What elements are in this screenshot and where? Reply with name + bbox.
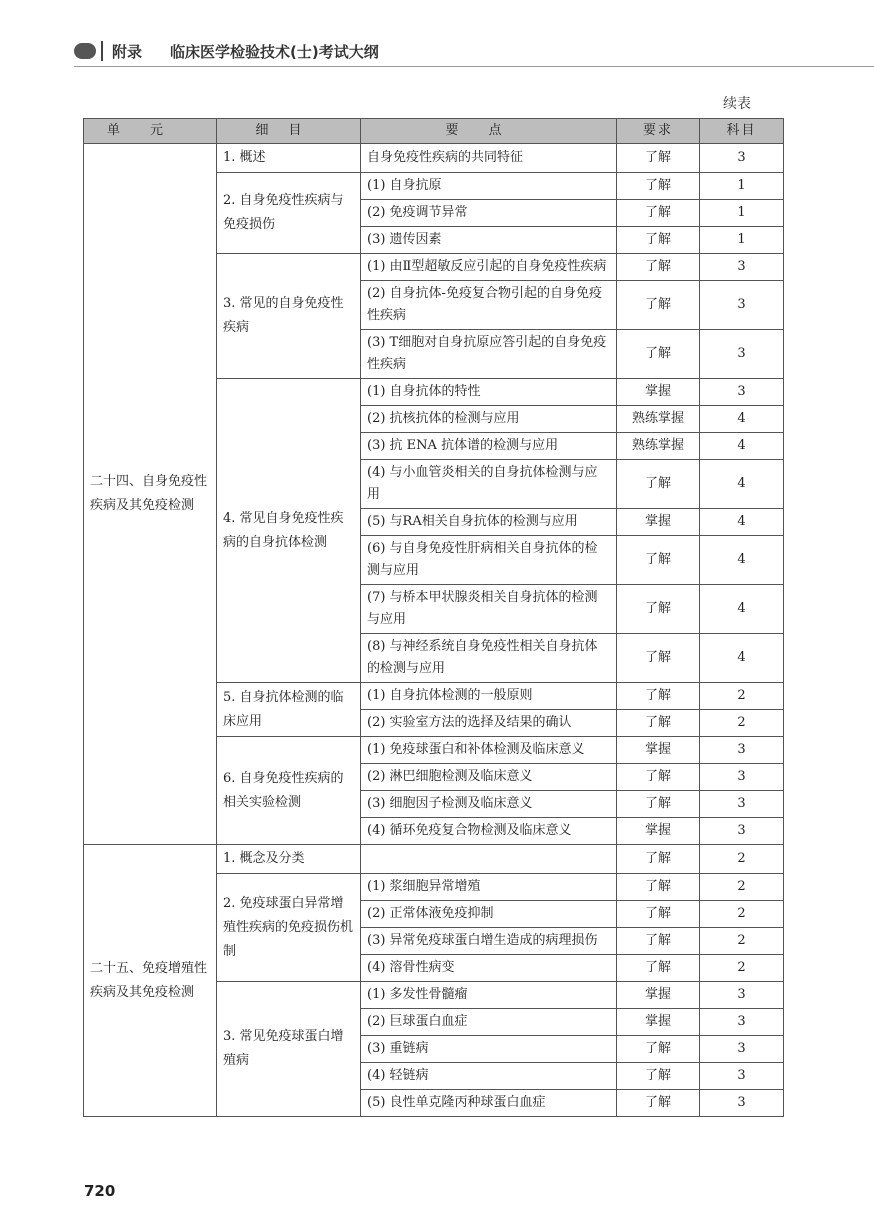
requirement-cell: 了解 <box>617 227 700 254</box>
point-cell: (5) 良性单克隆丙种球蛋白血症 <box>361 1090 617 1117</box>
table-body <box>84 144 784 1117</box>
detail-cell: 1. 概述 <box>217 144 361 173</box>
header-title: 临床医学检验技术(士)考试大纲 <box>170 43 379 61</box>
subject-cell: 4 <box>700 634 784 683</box>
requirement-cell: 熟练掌握 <box>617 406 700 433</box>
point-cell: (1) 由Ⅱ型超敏反应引起的自身免疫性疾病 <box>361 254 617 281</box>
subject-cell: 4 <box>700 433 784 460</box>
subject-cell: 4 <box>700 585 784 634</box>
subject-cell: 3 <box>700 1036 784 1063</box>
point-cell: (2) 正常体液免疫抑制 <box>361 901 617 928</box>
point-cell: (7) 与桥本甲状腺炎相关自身抗体的检测与应用 <box>361 585 617 634</box>
point-cell: (4) 与小血管炎相关的自身抗体检测与应用 <box>361 460 617 509</box>
point-cell: (1) 自身抗体的特性 <box>361 379 617 406</box>
syllabus-table <box>83 118 784 1117</box>
requirement-cell: 熟练掌握 <box>617 433 700 460</box>
point-cell: (2) 淋巴细胞检测及临床意义 <box>361 764 617 791</box>
detail-cell: 6. 自身免疫性疾病的相关实验检测 <box>217 737 361 845</box>
subject-cell: 2 <box>700 901 784 928</box>
point-cell: (3) T细胞对自身抗原应答引起的自身免疫性疾病 <box>361 330 617 379</box>
requirement-cell: 了解 <box>617 144 700 173</box>
point-cell: (1) 多发性骨髓瘤 <box>361 982 617 1009</box>
point-cell: (4) 溶骨性病变 <box>361 955 617 982</box>
point-cell: (1) 自身抗体检测的一般原则 <box>361 683 617 710</box>
header-divider <box>101 41 103 61</box>
subject-cell: 3 <box>700 144 784 173</box>
point-cell: (3) 遗传因素 <box>361 227 617 254</box>
point-cell: (4) 循环免疫复合物检测及临床意义 <box>361 818 617 845</box>
requirement-cell: 了解 <box>617 901 700 928</box>
requirement-cell: 了解 <box>617 173 700 200</box>
requirement-cell: 了解 <box>617 1090 700 1117</box>
point-cell: (3) 细胞因子检测及临床意义 <box>361 791 617 818</box>
subject-cell: 3 <box>700 737 784 764</box>
subject-cell: 2 <box>700 710 784 737</box>
page-number: 720 <box>84 1182 116 1200</box>
point-cell: (2) 免疫调节异常 <box>361 200 617 227</box>
point-cell: (8) 与神经系统自身免疫性相关自身抗体的检测与应用 <box>361 634 617 683</box>
requirement-cell: 掌握 <box>617 982 700 1009</box>
requirement-cell: 了解 <box>617 955 700 982</box>
page-header <box>74 38 874 66</box>
requirement-cell: 了解 <box>617 536 700 585</box>
subject-cell: 1 <box>700 227 784 254</box>
point-cell: (2) 自身抗体-免疫复合物引起的自身免疫性疾病 <box>361 281 617 330</box>
col-header-unit: 单元 <box>84 119 217 144</box>
subject-cell: 3 <box>700 379 784 406</box>
requirement-cell: 了解 <box>617 254 700 281</box>
point-cell: (6) 与自身免疫性肝病相关自身抗体的检测与应用 <box>361 536 617 585</box>
point-cell: (2) 巨球蛋白血症 <box>361 1009 617 1036</box>
subject-cell: 4 <box>700 460 784 509</box>
point-cell: 自身免疫性疾病的共同特征 <box>361 144 617 173</box>
requirement-cell: 掌握 <box>617 1009 700 1036</box>
subject-cell: 1 <box>700 173 784 200</box>
detail-cell: 2. 自身免疫性疾病与免疫损伤 <box>217 173 361 254</box>
point-cell: (2) 实验室方法的选择及结果的确认 <box>361 710 617 737</box>
subject-cell: 2 <box>700 874 784 901</box>
requirement-cell: 了解 <box>617 874 700 901</box>
requirement-cell: 了解 <box>617 791 700 818</box>
requirement-cell: 掌握 <box>617 509 700 536</box>
requirement-cell: 了解 <box>617 1063 700 1090</box>
point-cell: (3) 异常免疫球蛋白增生造成的病理损伤 <box>361 928 617 955</box>
detail-cell: 3. 常见的自身免疫性疾病 <box>217 254 361 379</box>
subject-cell: 3 <box>700 818 784 845</box>
requirement-cell: 了解 <box>617 634 700 683</box>
point-cell: (5) 与RA相关自身抗体的检测与应用 <box>361 509 617 536</box>
detail-cell: 3. 常见免疫球蛋白增殖病 <box>217 982 361 1117</box>
subject-cell: 3 <box>700 982 784 1009</box>
point-cell <box>361 845 617 874</box>
point-cell: (1) 自身抗原 <box>361 173 617 200</box>
requirement-cell: 掌握 <box>617 379 700 406</box>
table-header-row <box>84 119 784 144</box>
subject-cell: 3 <box>700 281 784 330</box>
requirement-cell: 了解 <box>617 585 700 634</box>
subject-cell: 2 <box>700 845 784 874</box>
subject-cell: 4 <box>700 536 784 585</box>
requirement-cell: 了解 <box>617 460 700 509</box>
col-header-detail: 细目 <box>217 119 361 144</box>
table-row <box>84 845 784 874</box>
unit-cell: 二十五、免疫增殖性疾病及其免疫检测 <box>84 845 217 1117</box>
subject-cell: 4 <box>700 406 784 433</box>
point-cell: (2) 抗核抗体的检测与应用 <box>361 406 617 433</box>
requirement-cell: 了解 <box>617 683 700 710</box>
requirement-cell: 了解 <box>617 928 700 955</box>
requirement-cell: 掌握 <box>617 737 700 764</box>
requirement-cell: 了解 <box>617 200 700 227</box>
requirement-cell: 掌握 <box>617 818 700 845</box>
subject-cell: 4 <box>700 509 784 536</box>
subject-cell: 2 <box>700 928 784 955</box>
point-cell: (3) 重链病 <box>361 1036 617 1063</box>
continued-label: 续表 <box>723 96 751 112</box>
chapter-badge-icon <box>74 43 96 59</box>
detail-cell: 2. 免疫球蛋白异常增殖性疾病的免疫损伤机制 <box>217 874 361 982</box>
table-row <box>84 144 784 173</box>
subject-cell: 3 <box>700 330 784 379</box>
requirement-cell: 了解 <box>617 330 700 379</box>
point-cell: (1) 免疫球蛋白和补体检测及临床意义 <box>361 737 617 764</box>
requirement-cell: 了解 <box>617 764 700 791</box>
subject-cell: 3 <box>700 1090 784 1117</box>
requirement-cell: 了解 <box>617 710 700 737</box>
unit-cell: 二十四、自身免疫性疾病及其免疫检测 <box>84 144 217 845</box>
subject-cell: 1 <box>700 200 784 227</box>
detail-cell: 4. 常见自身免疫性疾病的自身抗体检测 <box>217 379 361 683</box>
header-section: 附录 <box>112 43 143 61</box>
subject-cell: 3 <box>700 254 784 281</box>
col-header-subject: 科目 <box>700 119 784 144</box>
point-cell: (1) 浆细胞异常增殖 <box>361 874 617 901</box>
detail-cell: 5. 自身抗体检测的临床应用 <box>217 683 361 737</box>
point-cell: (4) 轻链病 <box>361 1063 617 1090</box>
col-header-point: 要点 <box>361 119 617 144</box>
subject-cell: 3 <box>700 1009 784 1036</box>
requirement-cell: 了解 <box>617 1036 700 1063</box>
requirement-cell: 了解 <box>617 845 700 874</box>
subject-cell: 3 <box>700 1063 784 1090</box>
subject-cell: 3 <box>700 764 784 791</box>
requirement-cell: 了解 <box>617 281 700 330</box>
detail-cell: 1. 概念及分类 <box>217 845 361 874</box>
subject-cell: 3 <box>700 791 784 818</box>
point-cell: (3) 抗 ENA 抗体谱的检测与应用 <box>361 433 617 460</box>
header-rule <box>74 66 874 67</box>
col-header-requirement: 要求 <box>617 119 700 144</box>
subject-cell: 2 <box>700 955 784 982</box>
subject-cell: 2 <box>700 683 784 710</box>
